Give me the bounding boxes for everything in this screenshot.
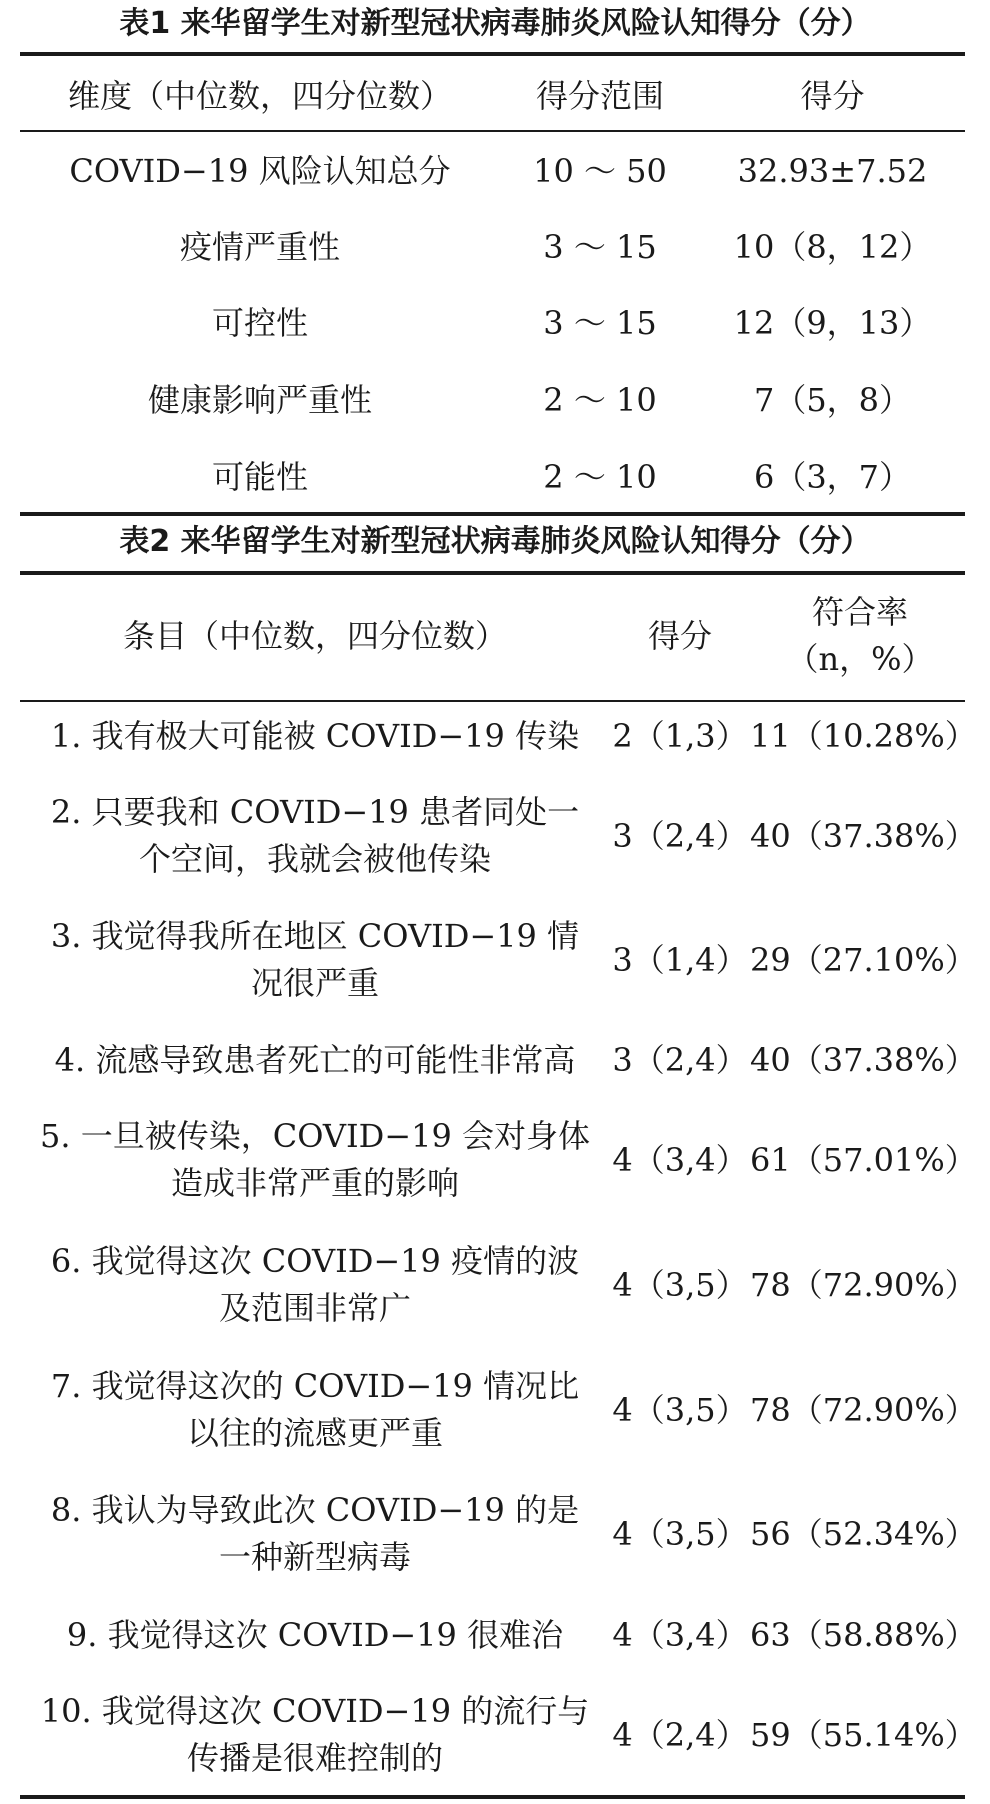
table2-top-rule bbox=[20, 571, 965, 575]
table1-cell-dimension: 可控性 bbox=[211, 304, 308, 342]
table1-title: 表1 来华留学生对新型冠状病毒肺炎风险认知得分（分） bbox=[119, 6, 871, 41]
table1-cell-dimension: 健康影响严重性 bbox=[147, 381, 372, 419]
table2-bottom-rule bbox=[20, 1795, 965, 1799]
table2-cell-item-cont: 以往的流感更严重 bbox=[186, 1414, 443, 1452]
table2-cell-item-cont: 造成非常严重的影响 bbox=[170, 1164, 459, 1202]
table2-cell-item: 4. 流感导致患者死亡的可能性非常高 bbox=[54, 1041, 576, 1079]
table2-cell-item-cont: 况很严重 bbox=[250, 964, 379, 1002]
table2-cell-score: 3（2,4） bbox=[612, 817, 748, 855]
table1-header-rule bbox=[20, 130, 965, 132]
table2-cell-score: 2（1,3） bbox=[612, 717, 748, 755]
table2-header-score: 得分 bbox=[647, 617, 712, 655]
table2-cell-rate: 40（37.38%） bbox=[750, 817, 977, 855]
table1-header-dimension: 维度（中位数，四分位数） bbox=[67, 77, 452, 115]
table1-bottom-rule bbox=[20, 512, 965, 516]
table1-cell-score: 32.93±7.52 bbox=[737, 152, 928, 190]
table1-header-score: 得分 bbox=[800, 77, 865, 115]
table1-cell-score: 10（8，12） bbox=[733, 228, 932, 266]
table2-cell-score: 3（1,4） bbox=[612, 941, 748, 979]
table2-cell-rate: 61（57.01%） bbox=[750, 1141, 977, 1179]
table2-cell-score: 3（2,4） bbox=[612, 1041, 748, 1079]
table2-cell-score: 4（2,4） bbox=[612, 1716, 748, 1754]
table1-cell-score: 12（9，13） bbox=[733, 304, 932, 342]
table2-cell-score: 4（3,5） bbox=[612, 1515, 748, 1553]
table2-cell-item: 9. 我觉得这次 COVID−19 很难治 bbox=[66, 1616, 564, 1654]
table2-cell-rate: 40（37.38%） bbox=[750, 1041, 977, 1079]
table2-cell-rate: 56（52.34%） bbox=[750, 1515, 977, 1553]
table2-cell-item-cont: 个空间，我就会被他传染 bbox=[138, 840, 491, 878]
table1-top-rule bbox=[20, 52, 965, 56]
table1-cell-score: 6（3，7） bbox=[753, 458, 912, 496]
table1-cell-range: 2 ～ 10 bbox=[543, 381, 657, 419]
table2-header-rate-line2: （n，%） bbox=[786, 640, 934, 678]
table2-cell-item: 2. 只要我和 COVID−19 患者同处一 bbox=[50, 793, 580, 831]
table2-cell-item-cont: 传播是很难控制的 bbox=[186, 1739, 443, 1777]
table1-cell-dimension: COVID−19 风险认知总分 bbox=[69, 152, 451, 190]
table2-cell-rate: 29（27.10%） bbox=[750, 941, 977, 979]
table1-cell-range: 3 ～ 15 bbox=[543, 304, 657, 342]
table1-header-range: 得分范围 bbox=[535, 77, 664, 115]
table2-cell-score: 4（3,5） bbox=[612, 1266, 748, 1304]
table1-cell-range: 2 ～ 10 bbox=[543, 458, 657, 496]
table2-header-item: 条目（中位数，四分位数） bbox=[122, 617, 507, 655]
table1-cell-range: 3 ～ 15 bbox=[543, 228, 657, 266]
table1-cell-range: 10 ～ 50 bbox=[533, 152, 667, 190]
table2-cell-score: 4（3,5） bbox=[612, 1391, 748, 1429]
table2-cell-item: 7. 我觉得这次的 COVID−19 情况比 bbox=[50, 1367, 580, 1405]
table2-cell-rate: 78（72.90%） bbox=[750, 1391, 977, 1429]
table2-header-rule bbox=[20, 700, 965, 702]
table2-cell-rate: 11（10.28%） bbox=[750, 717, 977, 755]
table2-cell-item: 6. 我觉得这次 COVID−19 疫情的波 bbox=[50, 1242, 580, 1280]
table2-title: 表2 来华留学生对新型冠状病毒肺炎风险认知得分（分） bbox=[119, 524, 871, 559]
table2-cell-rate: 59（55.14%） bbox=[750, 1716, 977, 1754]
table1-cell-score: 7（5，8） bbox=[753, 381, 912, 419]
table2-cell-item: 1. 我有极大可能被 COVID−19 传染 bbox=[50, 717, 580, 755]
table2-cell-item: 10. 我觉得这次 COVID−19 的流行与 bbox=[40, 1692, 590, 1730]
table2-cell-item: 8. 我认为导致此次 COVID−19 的是 bbox=[50, 1491, 580, 1529]
table2-cell-rate: 78（72.90%） bbox=[750, 1266, 977, 1304]
table2-header-rate-line1: 符合率 bbox=[811, 593, 908, 631]
table2-cell-item: 3. 我觉得我所在地区 COVID−19 情 bbox=[50, 917, 580, 955]
table2-cell-item-cont: 及范围非常广 bbox=[218, 1289, 411, 1327]
table2-cell-rate: 63（58.88%） bbox=[750, 1616, 977, 1654]
table2-cell-score: 4（3,4） bbox=[612, 1616, 748, 1654]
table2-cell-score: 4（3,4） bbox=[612, 1141, 748, 1179]
table2-cell-item-cont: 一种新型病毒 bbox=[218, 1538, 411, 1576]
table1-cell-dimension: 疫情严重性 bbox=[179, 228, 340, 266]
table2-cell-item: 5. 一旦被传染，COVID−19 会对身体 bbox=[40, 1117, 590, 1155]
table1-cell-dimension: 可能性 bbox=[211, 458, 308, 496]
